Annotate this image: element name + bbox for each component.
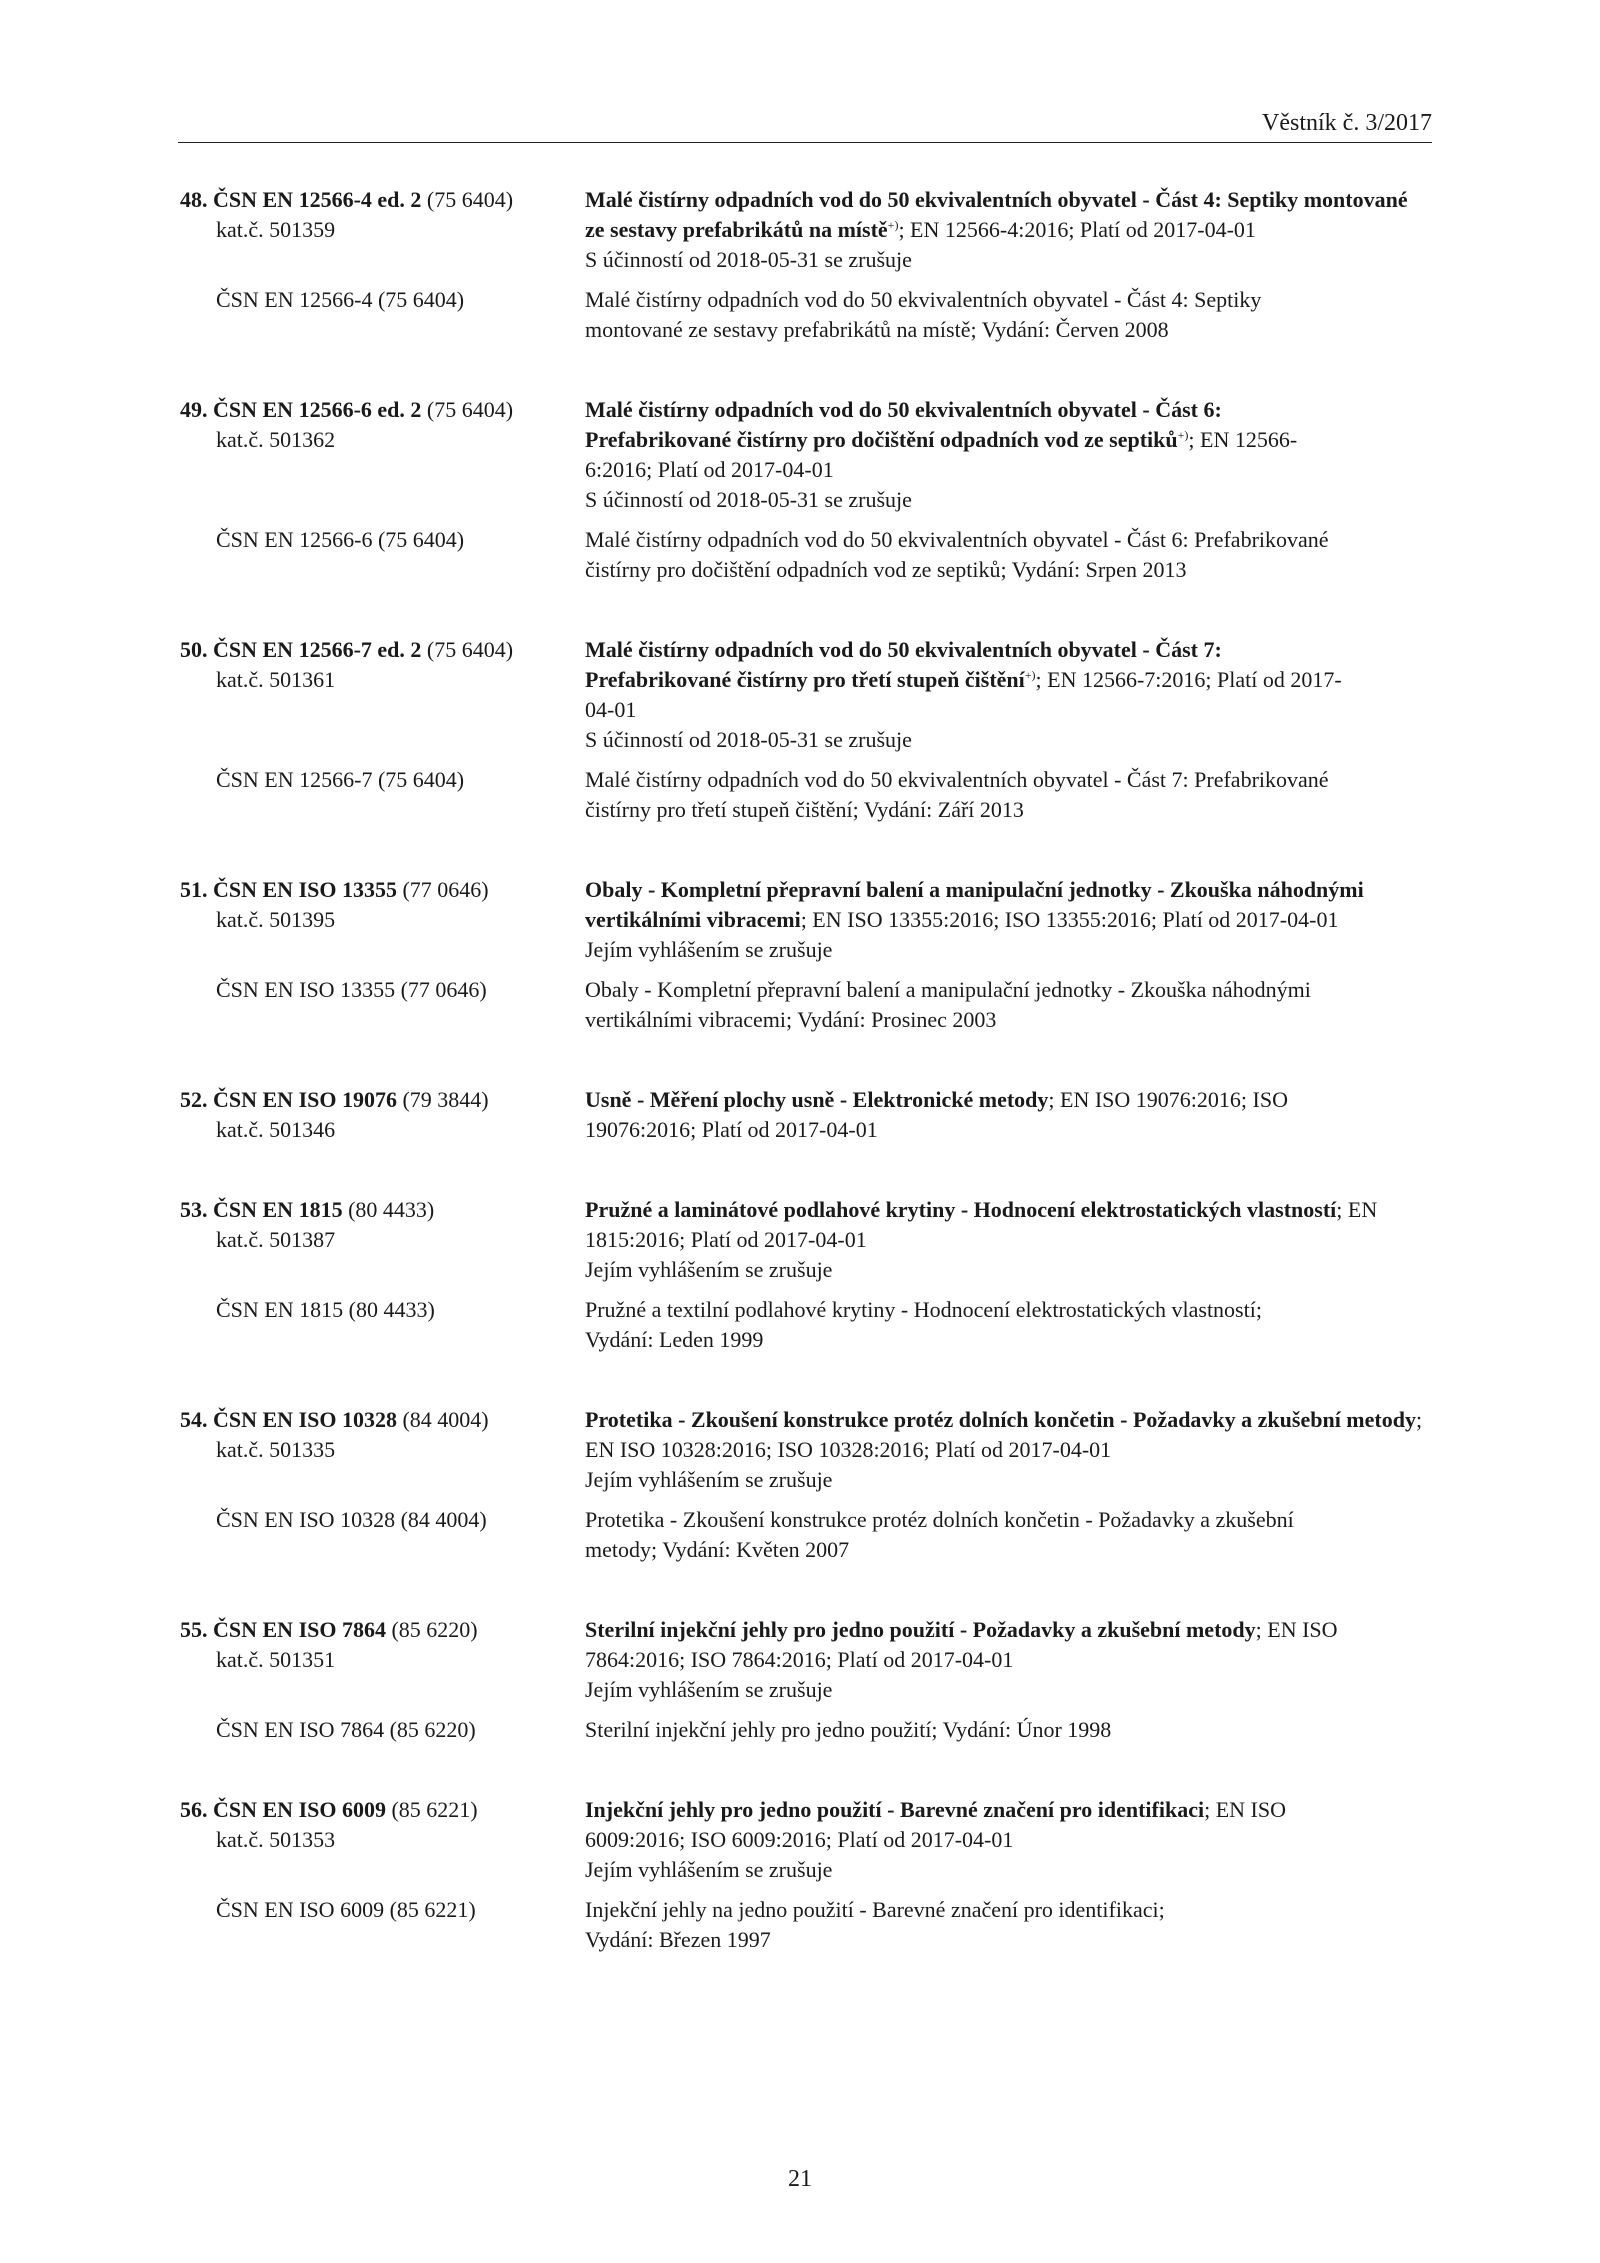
- header-title: Věstník č. 3/2017: [1262, 110, 1432, 136]
- replaced-standard-title: Protetika - Zkoušení konstrukce protéz dolních končetin - Požadavky a zkušební: [585, 1507, 1294, 1532]
- replaced-standard-edition: metody; Vydání: Květen 2007: [585, 1537, 850, 1562]
- validity-note: S účinností od 2018-05-31 se zrušuje: [585, 247, 912, 272]
- standard-details: ; EN 12566-7:2016; Platí od 2017-04-01: [585, 667, 1342, 722]
- standard-title: Pružné a laminátové podlahové krytiny - Hodnocení elektrostatických vlastností: [585, 1197, 1337, 1222]
- footnote-mark: +): [1024, 668, 1036, 682]
- replaced-standard-edition: čistírny pro třetí stupeň čištění; Vydání: Září 2013: [585, 797, 1024, 822]
- standard-entry-48: [180, 185, 1440, 345]
- standard-code: ČSN EN 12566-6 ed. 2: [213, 397, 422, 422]
- replaced-standard-title: Malé čistírny odpadních vod do 50 ekvivalentních obyvatel - Část 4: Septiky: [585, 287, 1262, 312]
- standards-list: [180, 185, 1440, 2005]
- entry-number: 51.: [180, 877, 208, 902]
- validity-note: S účinností od 2018-05-31 se zrušuje: [585, 487, 912, 512]
- classification-code: (75 6404): [426, 637, 514, 662]
- standard-entry-56: [180, 1795, 1440, 1955]
- replaced-standard-code: ČSN EN ISO 7864 (85 6220): [216, 1717, 476, 1742]
- catalog-number: kat.č. 501362: [216, 427, 336, 452]
- footnote-mark: +): [887, 218, 899, 232]
- catalog-number: kat.č. 501361: [216, 667, 336, 692]
- standard-code: ČSN EN 12566-4 ed. 2: [213, 187, 422, 212]
- classification-code: (85 6221): [391, 1797, 478, 1822]
- catalog-number: kat.č. 501387: [216, 1227, 336, 1252]
- entry-number: 56.: [180, 1797, 208, 1822]
- standard-details: ; EN 12566-6:2016; Platí od 2017-04-01: [585, 427, 1298, 482]
- standard-entry-52: [180, 1085, 1440, 1145]
- footnote-mark: +): [1177, 428, 1189, 442]
- validity-note: Jejím vyhlášením se zrušuje: [585, 1257, 833, 1282]
- standard-title: Malé čistírny odpadních vod do 50 ekvivalentních obyvatel - Část 7: Prefabrikované čistírny pro třetí stupeň čištění: [585, 637, 1222, 692]
- validity-note: S účinností od 2018-05-31 se zrušuje: [585, 727, 912, 752]
- standard-entry-55: [180, 1615, 1440, 1745]
- standard-entry-49: [180, 395, 1440, 585]
- replaced-standard-title: Pružné a textilní podlahové krytiny - Hodnocení elektrostatických vlastností;: [585, 1297, 1262, 1322]
- standard-code: ČSN EN ISO 13355: [213, 877, 397, 902]
- replaced-standard-title: Sterilní injekční jehly pro jedno použití; Vydání: Únor 1998: [585, 1717, 1112, 1742]
- replaced-standard-code: ČSN EN 12566-4 (75 6404): [216, 287, 465, 312]
- standard-code: ČSN EN ISO 19076: [213, 1087, 397, 1112]
- classification-code: (80 4433): [348, 1197, 435, 1222]
- catalog-number: kat.č. 501346: [216, 1117, 336, 1142]
- standard-details: ; EN ISO 19076:2016; ISO 19076:2016; Platí od 2017-04-01: [585, 1087, 1288, 1142]
- standard-details: ; EN ISO 13355:2016; ISO 13355:2016; Platí od 2017-04-01: [800, 907, 1339, 932]
- classification-code: (79 3844): [402, 1087, 489, 1112]
- validity-note: Jejím vyhlášením se zrušuje: [585, 1857, 833, 1882]
- replaced-standard-edition: čistírny pro dočištění odpadních vod ze septiků; Vydání: Srpen 2013: [585, 557, 1187, 582]
- replaced-standard-edition: montované ze sestavy prefabrikátů na místě; Vydání: Červen 2008: [585, 317, 1169, 342]
- page-number: 21: [788, 2166, 812, 2192]
- validity-note: Jejím vyhlášením se zrušuje: [585, 1677, 833, 1702]
- classification-code: (75 6404): [426, 187, 514, 212]
- catalog-number: kat.č. 501351: [216, 1647, 336, 1672]
- entry-number: 55.: [180, 1617, 208, 1642]
- catalog-number: kat.č. 501335: [216, 1437, 336, 1462]
- standard-entry-50: [180, 635, 1440, 825]
- replaced-standard-code: ČSN EN 1815 (80 4433): [216, 1297, 435, 1322]
- standard-details: ; EN ISO 10328:2016; ISO 10328:2016; Platí od 2017-04-01: [585, 1407, 1423, 1462]
- entry-number: 48.: [180, 187, 208, 212]
- catalog-number: kat.č. 501395: [216, 907, 336, 932]
- catalog-number: kat.č. 501353: [216, 1827, 336, 1852]
- replaced-standard-edition: vertikálními vibracemi; Vydání: Prosinec 2003: [585, 1007, 997, 1032]
- replaced-standard-edition: Vydání: Březen 1997: [585, 1927, 771, 1952]
- replaced-standard-title: Malé čistírny odpadních vod do 50 ekvivalentních obyvatel - Část 6: Prefabrikované: [585, 527, 1329, 552]
- catalog-number: kat.č. 501359: [216, 217, 336, 242]
- classification-code: (75 6404): [426, 397, 514, 422]
- entry-number: 50.: [180, 637, 208, 662]
- replaced-standard-code: ČSN EN ISO 13355 (77 0646): [216, 977, 487, 1002]
- standard-code: ČSN EN 12566-7 ed. 2: [213, 637, 422, 662]
- standard-details: ; EN 12566-4:2016; Platí od 2017-04-01: [898, 217, 1256, 242]
- standard-title: Obaly - Kompletní přepravní balení a manipulační jednotky - Zkouška náhodnými vertikálními vibracemi: [585, 877, 1364, 932]
- standard-details: ; EN ISO 6009:2016; ISO 6009:2016; Platí od 2017-04-01: [585, 1797, 1286, 1852]
- standard-title: Injekční jehly pro jedno použití - Barevné značení pro identifikaci: [585, 1797, 1205, 1822]
- standard-title: Malé čistírny odpadních vod do 50 ekvivalentních obyvatel - Část 4: Septiky montované ze sestavy prefabrikátů na místě: [585, 187, 1408, 242]
- classification-code: (85 6220): [391, 1617, 478, 1642]
- replaced-standard-code: ČSN EN ISO 10328 (84 4004): [216, 1507, 487, 1532]
- entry-number: 49.: [180, 397, 208, 422]
- validity-note: Jejím vyhlášením se zrušuje: [585, 937, 833, 962]
- standard-entry-54: [180, 1405, 1440, 1565]
- classification-code: (84 4004): [402, 1407, 489, 1432]
- replaced-standard-edition: Vydání: Leden 1999: [585, 1327, 764, 1352]
- replaced-standard-code: ČSN EN 12566-7 (75 6404): [216, 767, 465, 792]
- replaced-standard-title: Malé čistírny odpadních vod do 50 ekvivalentních obyvatel - Část 7: Prefabrikované: [585, 767, 1329, 792]
- standard-title: Usně - Měření plochy usně - Elektronické metody: [585, 1087, 1049, 1112]
- standard-title: Malé čistírny odpadních vod do 50 ekvivalentních obyvatel - Část 6: Prefabrikované čistírny pro dočištění odpadních vod ze septiků: [585, 397, 1222, 452]
- standard-code: ČSN EN ISO 10328: [213, 1407, 397, 1432]
- standard-details: ; EN 1815:2016; Platí od 2017-04-01: [585, 1197, 1378, 1252]
- replaced-standard-code: ČSN EN ISO 6009 (85 6221): [216, 1897, 476, 1922]
- standard-entry-51: [180, 875, 1440, 1035]
- entry-number: 54.: [180, 1407, 208, 1432]
- replaced-standard-code: ČSN EN 12566-6 (75 6404): [216, 527, 465, 552]
- entry-number: 52.: [180, 1087, 208, 1112]
- standard-details: ; EN ISO 7864:2016; ISO 7864:2016; Platí od 2017-04-01: [585, 1617, 1338, 1672]
- classification-code: (77 0646): [402, 877, 489, 902]
- validity-note: Jejím vyhlášením se zrušuje: [585, 1467, 833, 1492]
- replaced-standard-title: Obaly - Kompletní přepravní balení a manipulační jednotky - Zkouška náhodnými: [585, 977, 1311, 1002]
- page-header: [178, 108, 1432, 143]
- standard-code: ČSN EN 1815: [213, 1197, 343, 1222]
- standard-title: Protetika - Zkoušení konstrukce protéz dolních končetin - Požadavky a zkušební metody: [585, 1407, 1416, 1432]
- standard-code: ČSN EN ISO 6009: [213, 1797, 386, 1822]
- standard-title: Sterilní injekční jehly pro jedno použití - Požadavky a zkušební metody: [585, 1617, 1256, 1642]
- replaced-standard-title: Injekční jehly na jedno použití - Barevné značení pro identifikaci;: [585, 1897, 1165, 1922]
- standard-entry-53: [180, 1195, 1440, 1355]
- standard-code: ČSN EN ISO 7864: [213, 1617, 386, 1642]
- entry-number: 53.: [180, 1197, 208, 1222]
